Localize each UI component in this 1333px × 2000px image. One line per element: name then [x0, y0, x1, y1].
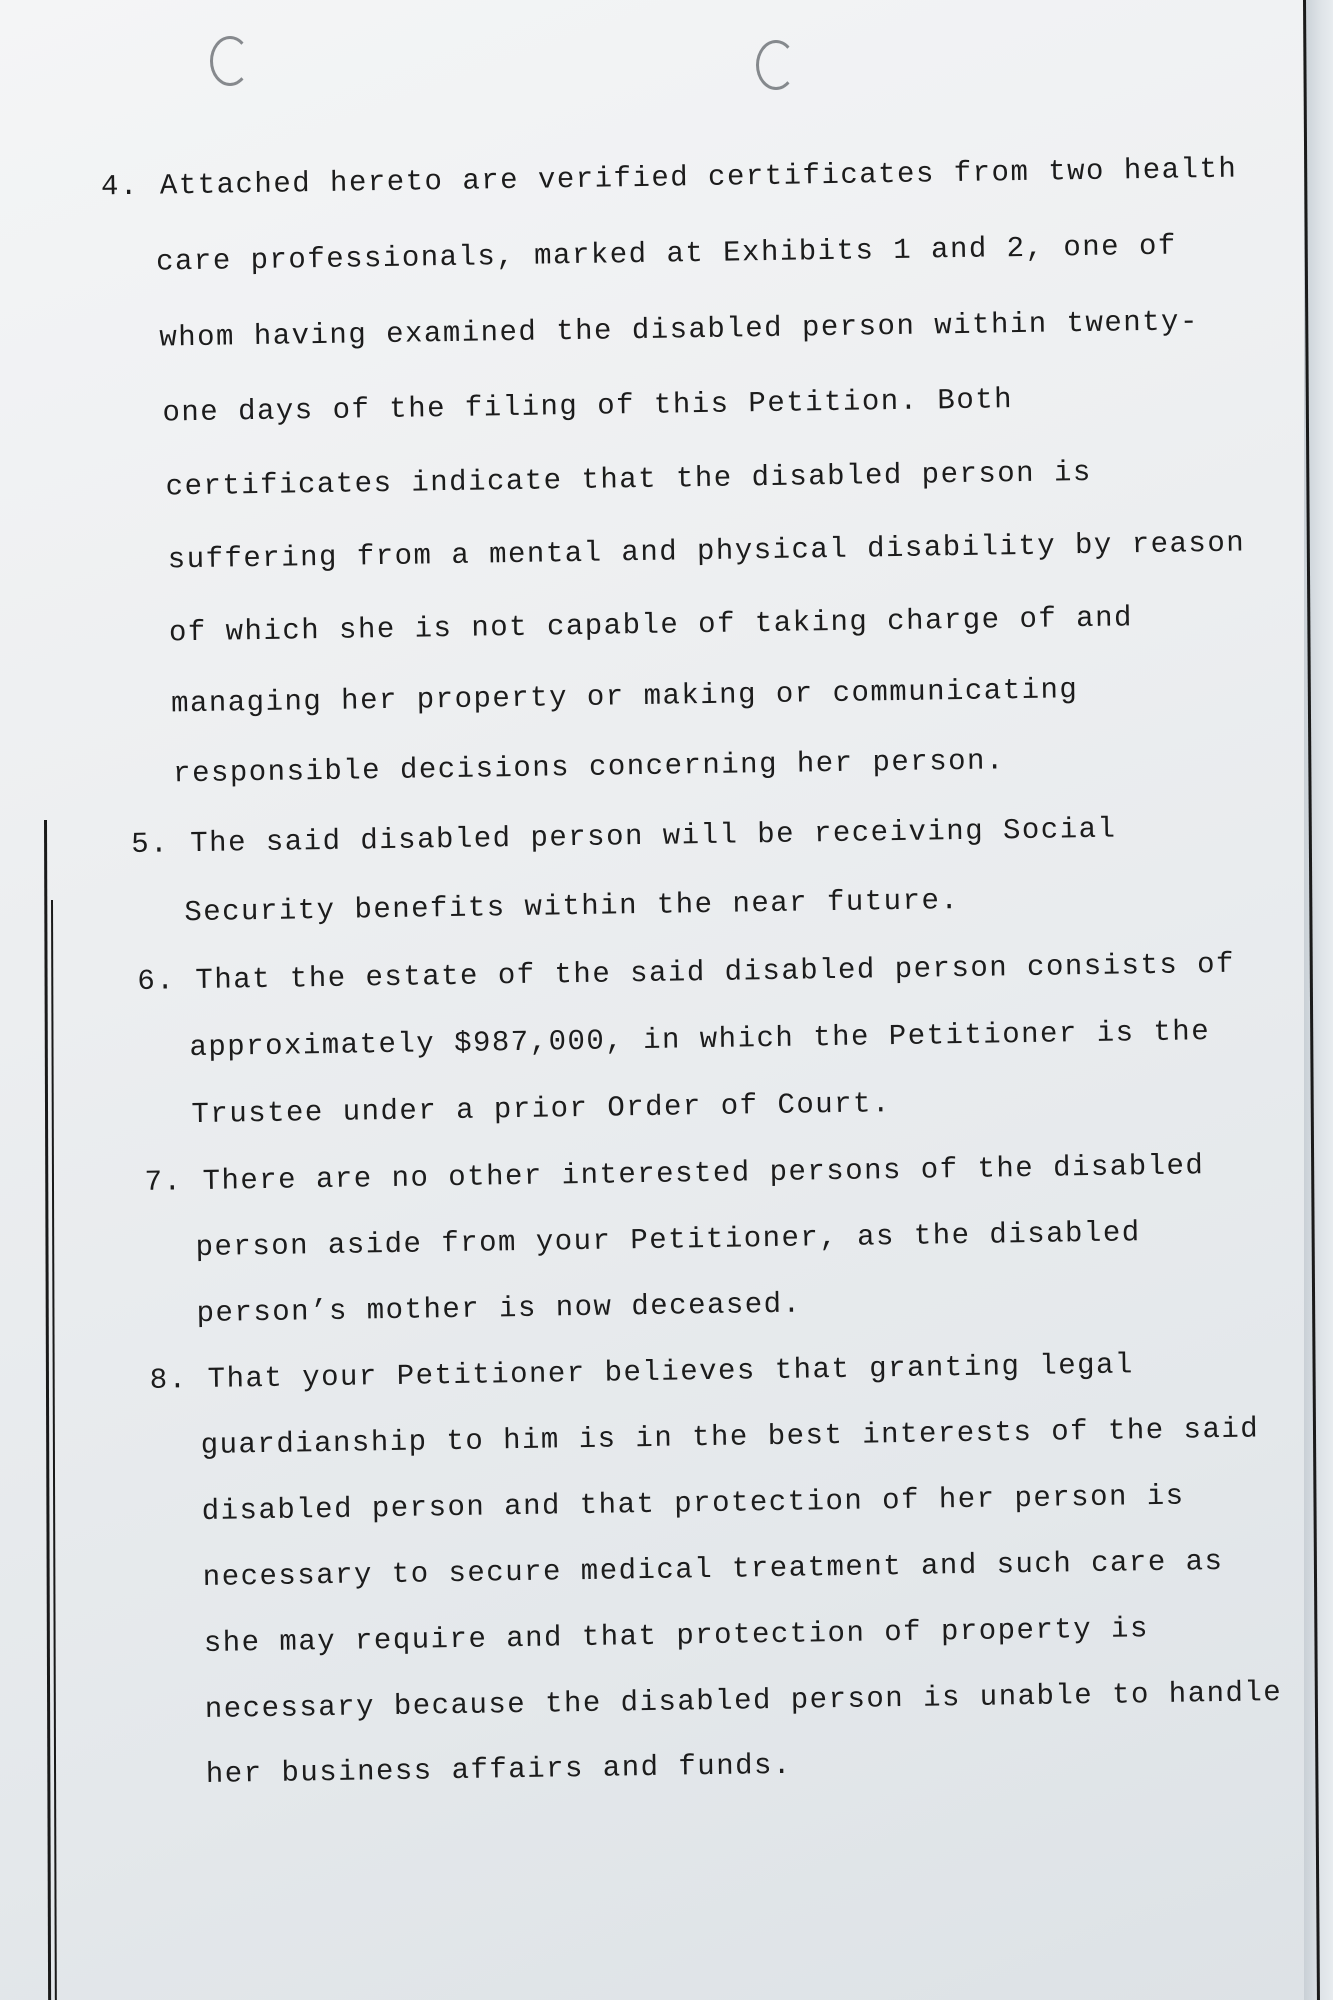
text-line: Trustee under a prior Order of Court. — [191, 1087, 892, 1132]
text-line: approximately $987,000, in which the Petitioner is the — [189, 1015, 1211, 1065]
text-line: her business affairs and funds. — [205, 1748, 793, 1791]
text-line: Security benefits within the near future. — [184, 884, 960, 930]
text-line: necessary to secure medical treatment and such care as — [202, 1544, 1224, 1595]
text-line: necessary because the disabled person is unable to handle — [204, 1676, 1283, 1726]
text-line: Attached hereto are verified certificates from two health — [159, 152, 1238, 203]
text-line: There are no other interested persons of the disabled — [202, 1149, 1205, 1198]
paragraph-number: 6. — [137, 964, 176, 998]
text-line: That your Petitioner believes that granting legal — [207, 1348, 1135, 1396]
text-line: care professionals, marked at Exhibits 1 and 2, one of — [155, 229, 1178, 279]
text-line: The said disabled person will be receiving Social — [190, 812, 1117, 861]
text-line: person aside from your Petitioner, as the disabled — [195, 1216, 1141, 1265]
text-line: suffering from a mental and physical disability by reason — [167, 526, 1246, 577]
text-line: certificates indicate that the disabled person is — [165, 455, 1093, 504]
paragraph-number: 7. — [144, 1165, 183, 1199]
paragraph-number: 8. — [149, 1363, 188, 1397]
text-line: she may require and that protection of property is — [203, 1612, 1150, 1660]
text-line: one days of the filing of this Petition. Both — [162, 383, 1014, 430]
text-line: disabled person and that protection of her person is — [201, 1479, 1185, 1529]
paragraph-number: 4. — [100, 169, 140, 204]
text-line: of which she is not capable of taking charge of and — [168, 601, 1134, 650]
text-line: person’s mother is now deceased. — [196, 1287, 802, 1331]
paragraph-number: 5. — [131, 827, 170, 862]
text-line: guardianship to him is in the best interests of the said — [200, 1412, 1260, 1463]
text-line: managing her property or making or communicating — [170, 673, 1079, 721]
text-line: responsible decisions concerning her person. — [172, 744, 1006, 791]
text-line: whom having examined the disabled person within twenty- — [159, 305, 1200, 355]
text-line: That the estate of the said disabled person consists of — [195, 947, 1236, 998]
